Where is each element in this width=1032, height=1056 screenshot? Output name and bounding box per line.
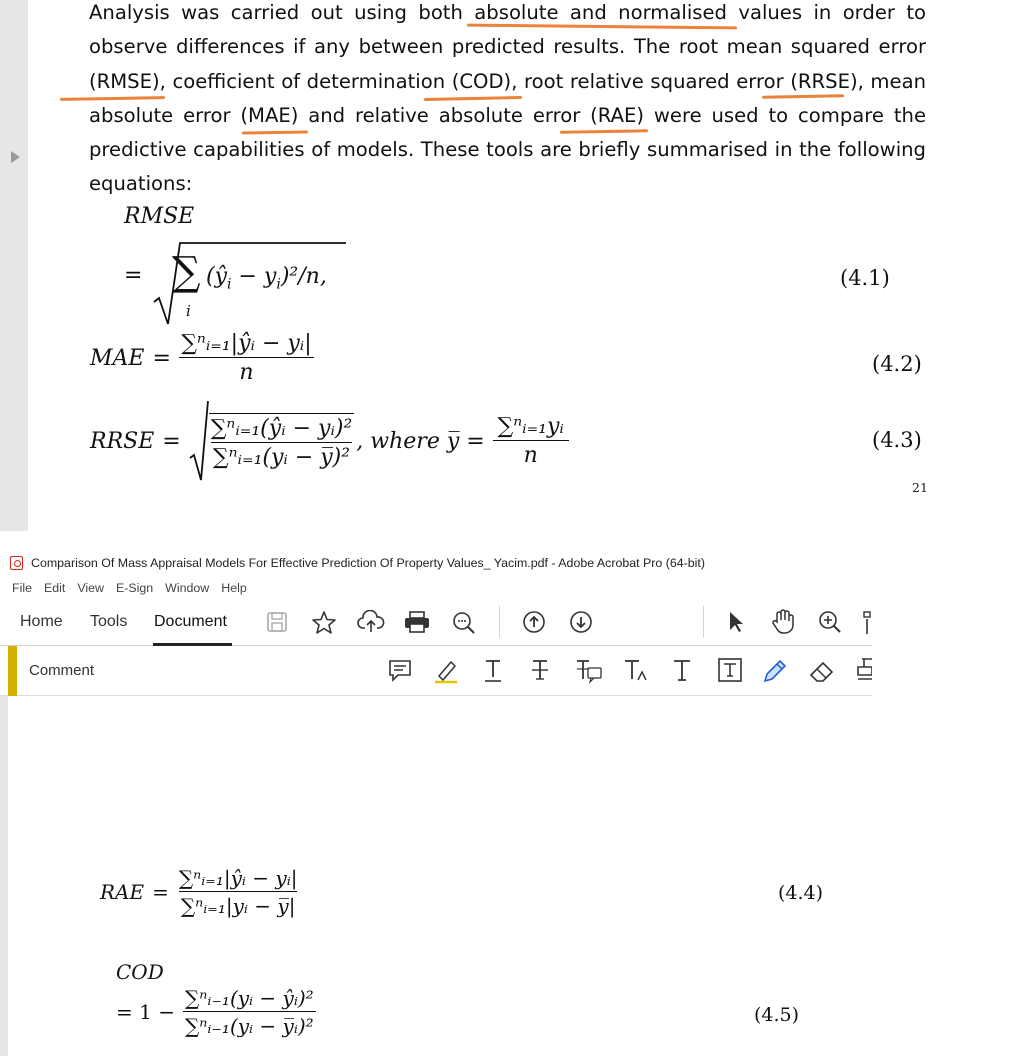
select-cursor-icon[interactable] (726, 610, 746, 634)
paragraph-line: equations: (89, 172, 193, 196)
menu-esign[interactable]: E-Sign (115, 581, 154, 595)
rrse-radical (189, 400, 209, 482)
acrobat-window (0, 548, 872, 1056)
rae-label: RAE (100, 880, 145, 904)
document-view (0, 696, 872, 1056)
rae-numerator: ∑ⁿᵢ₌₁|ŷᵢ − yᵢ| (178, 866, 298, 890)
rrse-where: , where y̅ = (356, 428, 485, 454)
menu-edit[interactable]: Edit (43, 581, 66, 595)
paragraph-line: predictive capabilities of models. These tools are briefly summarised in the following (89, 138, 926, 162)
print-icon[interactable] (403, 610, 431, 634)
equation-number: (4.1) (840, 266, 890, 290)
toolbar-separator (703, 606, 704, 638)
eraser-icon[interactable] (808, 657, 836, 685)
equation-number: (4.5) (754, 1004, 800, 1026)
menu-file[interactable]: File (12, 581, 32, 595)
mae-label: MAE (90, 345, 145, 371)
previous-page-icon[interactable] (522, 610, 546, 634)
paragraph-line: (RMSE), coefficient of determination (COD), root relative squared error (RRSE), mean (89, 69, 926, 93)
equation-number: (4.2) (872, 352, 922, 376)
pdf-app-icon (10, 556, 23, 570)
cloud-upload-icon[interactable] (357, 610, 385, 634)
paragraph-line: absolute error (MAE) and relative absolute error (RAE) were used to compare the (89, 103, 926, 127)
save-icon[interactable] (266, 611, 288, 633)
insert-text-icon[interactable] (623, 658, 651, 684)
mean-numerator: ∑ⁿᵢ₌₁yᵢ (497, 414, 564, 439)
paragraph-line: Analysis was carried out using both absolute and normalised values in order to (89, 1, 926, 24)
toolbar-separator (499, 606, 500, 638)
rmse-sum-symbol: ∑ (172, 249, 201, 295)
cod-label: COD (116, 960, 164, 984)
mean-denominator: n (493, 440, 569, 468)
comment-accent-bar (8, 646, 17, 696)
rmse-sum-index: i (186, 302, 191, 320)
tab-document[interactable]: Document (154, 613, 227, 630)
rrse-numerator: ∑ⁿᵢ₌₁(ŷᵢ − yᵢ)² (210, 415, 353, 441)
text-box-icon[interactable] (717, 657, 743, 683)
menu-window[interactable]: Window (165, 581, 210, 595)
paragraph-line: observe differences if any between predicted results. The root mean squared error (89, 35, 926, 59)
rmse-formula: $(ŷ_i - y_i)^2/n$, (206, 264, 327, 293)
menu-view[interactable]: View (77, 581, 104, 595)
zoom-search-icon[interactable] (451, 610, 477, 636)
hand-tool-icon[interactable] (770, 608, 796, 636)
mae-equation: MAE = $\frac{\text{∑ⁿᵢ₌₁|ŷᵢ − yᵢ|}}{n}$ (90, 331, 314, 385)
page-gutter (0, 0, 28, 531)
star-icon[interactable] (311, 610, 337, 634)
cod-equation: = 1 − $\frac{\text{∑ⁿᵢ₋₁(yᵢ − ŷᵢ)²}}{\text{∑ⁿᵢ₋₁(yᵢ − y̅ᵢ)²}}$ (116, 986, 314, 1038)
equation-number: (4.3) (872, 428, 922, 452)
add-text-icon[interactable] (671, 658, 693, 684)
replace-text-icon[interactable] (575, 658, 603, 684)
mae-denominator: n (179, 357, 314, 385)
rrse-denominator: ∑ⁿᵢ₌₁(yᵢ − y̅)² (211, 442, 352, 470)
rmse-equals: = (124, 263, 143, 288)
tab-tools[interactable]: Tools (90, 613, 128, 630)
menu-help[interactable]: Help (221, 581, 247, 595)
rmse-label: RMSE (124, 204, 195, 229)
cod-denominator: ∑ⁿᵢ₋₁(yᵢ − y̅ᵢ)² (183, 1011, 316, 1038)
cod-numerator: ∑ⁿᵢ₋₁(yᵢ − ŷᵢ)² (184, 986, 314, 1010)
comment-label: Comment (29, 662, 95, 679)
menu-bar (0, 578, 872, 598)
strikethrough-icon[interactable] (529, 658, 551, 684)
sticky-note-icon[interactable] (388, 659, 412, 683)
rae-denominator: ∑ⁿᵢ₌₁|yᵢ − y̅| (179, 891, 298, 918)
stamp-icon[interactable] (856, 657, 872, 685)
tab-home[interactable]: Home (20, 613, 63, 630)
draw-pencil-icon[interactable] (761, 657, 789, 685)
mae-numerator: ∑ⁿᵢ₌₁|ŷᵢ − yᵢ| (181, 331, 312, 356)
rae-equation: RAE = $\frac{\text{∑ⁿᵢ₌₁|ŷᵢ − yᵢ|}}{\text{∑ⁿᵢ₌₁|yᵢ − y̅|}}$ (100, 866, 298, 918)
window-title: Comparison Of Mass Appraisal Models For Effective Prediction Of Property Values_ Yacim.pdf - Adobe Acrobat Pro (64-bit) (31, 556, 705, 570)
page-gutter (0, 696, 8, 1056)
zoom-in-icon[interactable] (817, 609, 843, 635)
equation-number: (4.4) (778, 882, 824, 904)
comment-toolbar (0, 646, 872, 696)
page-number: 21 (912, 480, 928, 495)
rrse-equation: RRSE = $\frac{\text{∑ⁿᵢ₌₁(ŷᵢ − yᵢ)²}}{\text{∑ⁿᵢ₌₁(yᵢ − y̅)²}}$ , where y̅ = $\frac{\text{∑ⁿᵢ₌₁yᵢ}}{n}$ (90, 400, 569, 482)
more-tools-icon[interactable] (862, 610, 872, 636)
toolbar (0, 598, 872, 646)
highlight-pen-icon[interactable] (433, 658, 459, 684)
underline-text-icon[interactable] (482, 658, 504, 684)
rrse-label: RRSE (90, 428, 155, 454)
expand-arrow-icon[interactable] (11, 151, 20, 163)
title-bar (0, 548, 872, 578)
body-paragraph (89, 0, 926, 202)
next-page-icon[interactable] (569, 610, 593, 634)
